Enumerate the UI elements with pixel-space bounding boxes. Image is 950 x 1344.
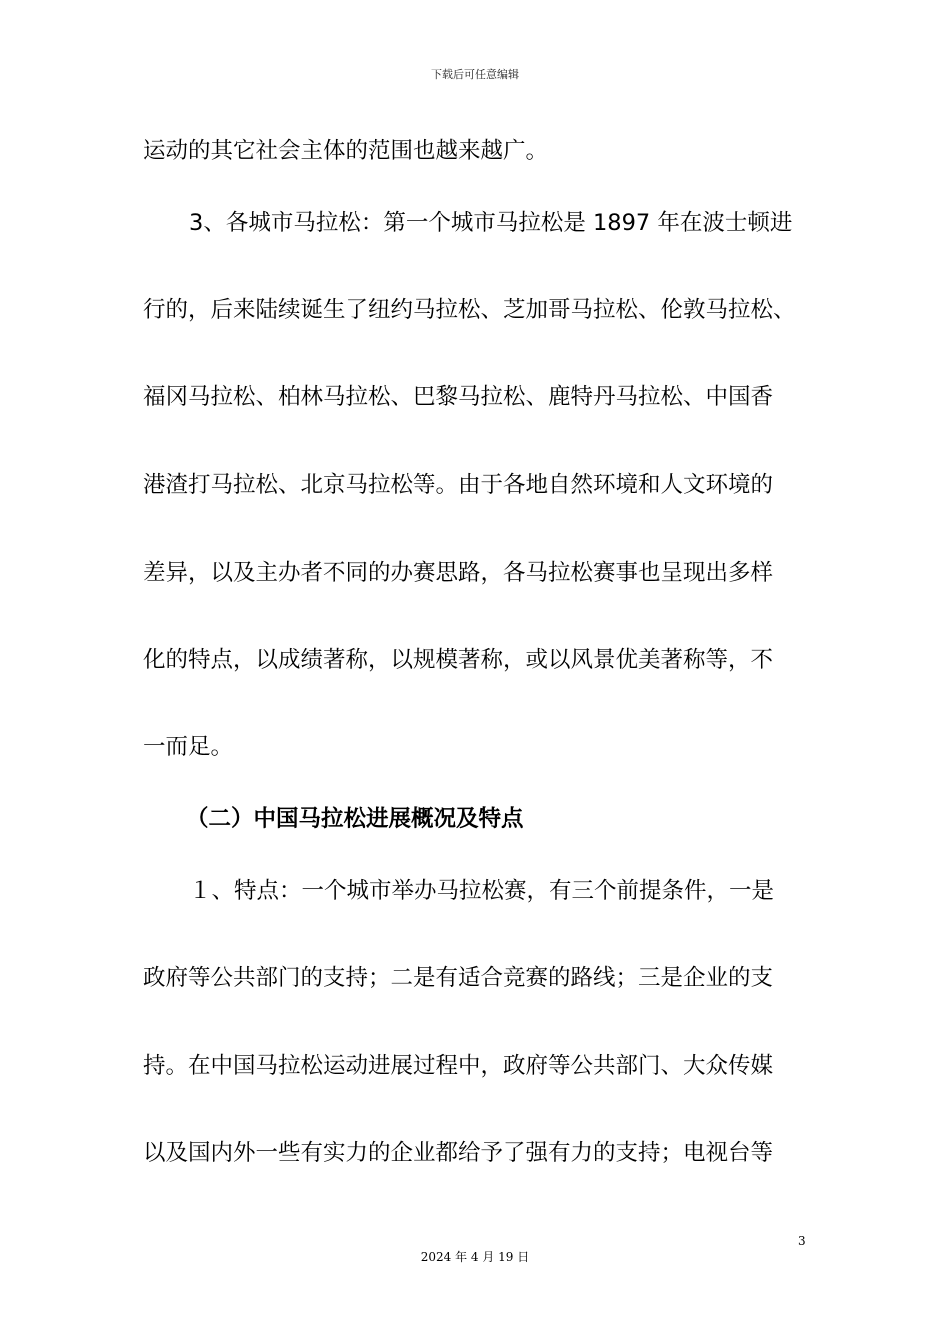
- body-line: 福冈马拉松、柏林马拉松、巴黎马拉松、鹿特丹马拉松、中国香: [143, 384, 774, 410]
- body-line: 差异，以及主办者不同的办赛思路，各马拉松赛事也呈现出多样: [143, 560, 774, 586]
- section-heading: （二）中国马拉松进展概况及特点: [186, 806, 524, 832]
- body-line: 持。在中国马拉松运动进展过程中，政府等公共部门、大众传媒: [143, 1053, 774, 1079]
- body-line: 行的，后来陆续诞生了纽约马拉松、芝加哥马拉松、伦敦马拉松、: [143, 297, 796, 323]
- body-line: 运动的其它社会主体的范围也越来越广。: [143, 138, 549, 164]
- page-header: 下载后可任意编辑: [431, 68, 519, 81]
- body-line: 3、各城市马拉松：第一个城市马拉松是 1897 年在波士顿进: [189, 210, 793, 236]
- body-line: 一而足。: [143, 734, 234, 760]
- body-line: １、特点：一个城市举办马拉松赛，有三个前提条件，一是: [189, 878, 775, 904]
- body-line: 政府等公共部门的支持；二是有适合竞赛的路线；三是企业的支: [143, 965, 774, 991]
- body-line: 港渣打马拉松、北京马拉松等。由于各地自然环境和人文环境的: [143, 472, 774, 498]
- body-line: 化的特点，以成绩著称，以规模著称，或以风景优美著称等，不: [143, 647, 774, 673]
- page-footer-date: 2024 年 4 月 19 日: [420, 1250, 530, 1264]
- page-number: 3: [798, 1234, 806, 1248]
- body-line: 以及国内外一些有实力的企业都给予了强有力的支持；电视台等: [143, 1140, 774, 1166]
